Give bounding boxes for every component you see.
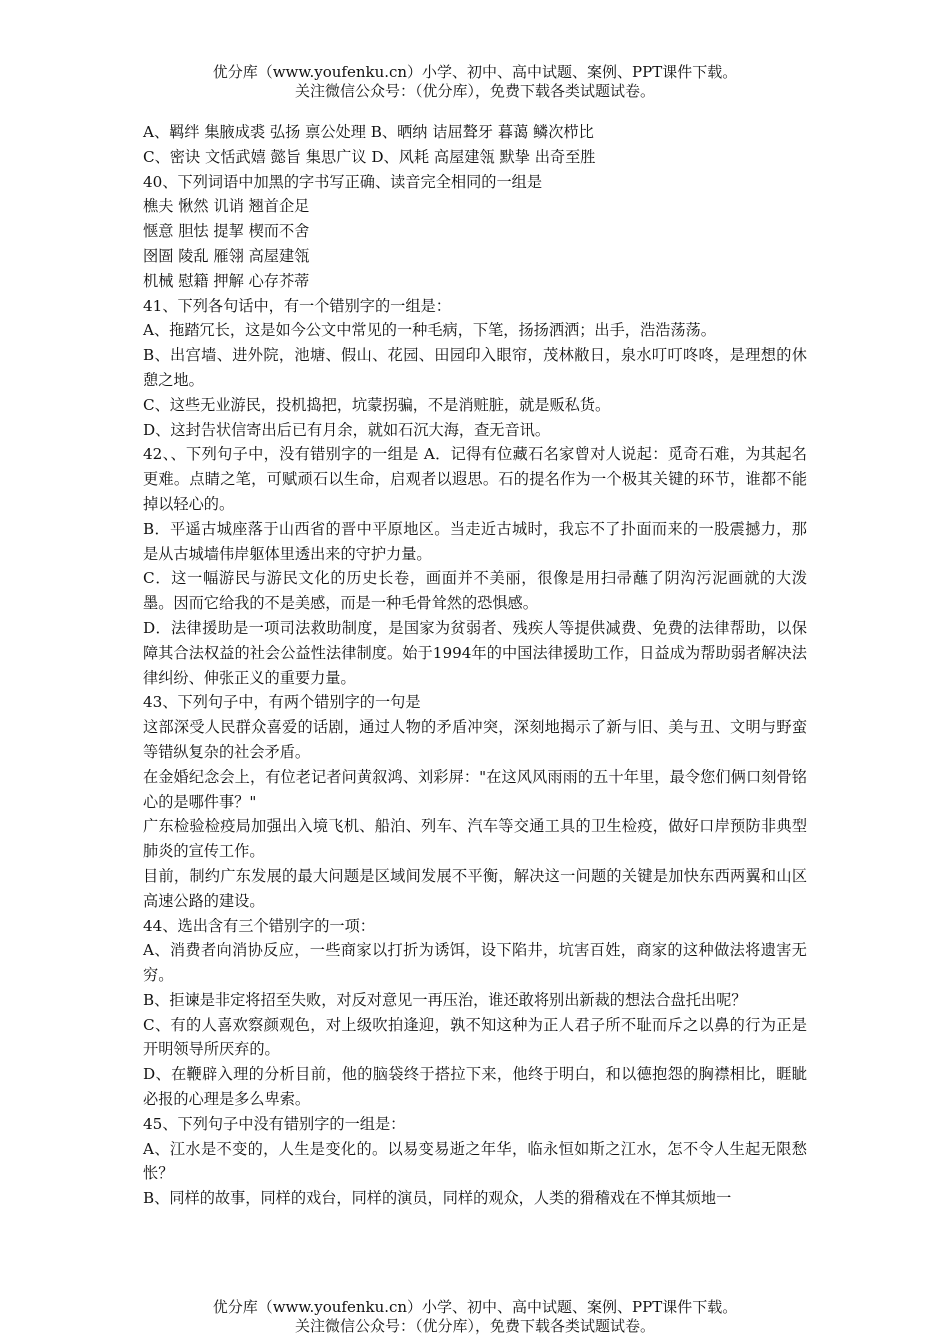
question-41: 41、下列各句话中，有一个错别字的一组是： <box>143 296 451 315</box>
document-body <box>143 120 807 1211</box>
option-line: 目前，制约广东发展的最大问题是区域间发展不平衡，解决这一问题的关键是加快东西两翼和山区高速公路的建设。 <box>143 866 807 910</box>
question-44: 44、选出含有三个错别字的一项： <box>143 916 375 935</box>
option-d: D、在鞭辟入理的分析目前，他的脑袋终于搭拉下来，他终于明白，和以德抱怨的胸襟相比，睚眦必报的心理是多么卑索。 <box>143 1065 807 1109</box>
option-b: B、出宫墙、进外院，池塘、假山、花园、田园印入眼帘，茂林敝日，泉水叮叮咚咚，是理想的休憩之地。 <box>143 346 807 389</box>
header-line-2: 关注微信公众号：（优分库），免费下载各类试题试卷。 <box>294 82 655 100</box>
option-line: A、羁绊 集腋成裘 弘扬 禀公处理 B、晒纳 诘屈聱牙 暮蔼 鳞次栉比 <box>143 123 594 141</box>
question-42: 42、、下列句子中，没有错别字的一组是 A．记得有位藏石名家曾对人说起：觅奇石难，为其起名更难。点睛之笔，可赋顽石以生命，启观者以遐思。石的提名作为一个极其关键的环节，谁都不能掉以轻心的。 <box>143 445 807 513</box>
question-40: 40、下列词语中加黑的字书写正确、读音完全相同的一组是 <box>143 172 543 191</box>
option-b: B、同样的故事，同样的戏台，同样的演员，同样的观众，人类的猾稽戏在不惮其烦地一 <box>143 1189 732 1208</box>
question-45: 45、下列句子中没有错别字的一组是： <box>143 1114 406 1133</box>
option-line: C、密诀 文恬武嬉 懿旨 集思广议 D、风耗 高屋建瓴 默挚 出奇至胜 <box>143 147 596 166</box>
option-c: C．这一幅游民与游民文化的历史长卷，画面并不美丽，很像是用扫帚蘸了阴沟污泥画就的大泼墨。因而它给我的不是美感，而是一种毛骨耸然的恐惧感。 <box>143 569 807 613</box>
option-c: C、有的人喜欢察颜观色，对上级吹拍逢迎，孰不知这种为正人君子所不耻而斥之以鼻的行为正是开明领导所厌弃的。 <box>143 1015 807 1059</box>
option-line: 囹圄 陵乱 雁翎 高屋建瓴 <box>143 246 310 265</box>
option-line: 惬意 胆怯 提挈 楔而不舍 <box>143 222 310 241</box>
option-a: A、拖踏冗长，这是如今公文中常见的一种毛病，下笔，扬扬洒洒；出手，浩浩荡荡。 <box>143 321 716 340</box>
option-b: B、拒谏是非定将招至失败，对反对意见一再压治，谁还敢将别出新裁的想法合盘托出呢？ <box>143 990 747 1009</box>
option-line: 这部深受人民群众喜爱的话剧，通过人物的矛盾冲突，深刻地揭示了新与旧、美与丑、文明与野蛮等错纵复杂的社会矛盾。 <box>143 718 807 761</box>
option-line: 樵夫 愀然 讥诮 翘首企足 <box>143 197 310 216</box>
option-a: A、消费者向消协反应，一些商家以打折为诱饵，设下陷井，坑害百姓，商家的这种做法将遗害无穷。 <box>143 941 807 985</box>
option-b: B．平遥古城座落于山西省的晋中平原地区。当走近古城时，我忘不了扑面而来的一股震撼力，那是从古城墙伟岸躯体里透出来的守护力量。 <box>143 519 807 563</box>
question-43: 43、下列句子中，有两个错别字的一句是 <box>143 693 421 712</box>
footer-line-2: 关注微信公众号：（优分库），免费下载各类试题试卷。 <box>294 1317 655 1335</box>
option-d: D．法律援助是一项司法救助制度，是国家为贫弱者、残疾人等提供减费、免费的法律帮助，以保障其合法权益的社会公益性法律制度。始于1994年的中国法律援助工作，日益成为帮助弱者解决法律纠纷、伸张正义的重要力量。 <box>143 618 807 687</box>
footer-line-1: 优分库（www.youfenku.cn）小学、初中、高中试题、案例、PPT课件下载。 <box>212 1298 738 1316</box>
option-a: A、江水是不变的，人生是变化的。以易变易逝之年华，临永恒如斯之江水，怎不令人生起无限愁怅？ <box>143 1139 807 1183</box>
page-header <box>0 63 950 101</box>
page-footer <box>0 1298 950 1336</box>
option-line: 广东检验检疫局加强出入境飞机、船泊、列车、汽车等交通工具的卫生检疫，做好口岸预防非典型肺炎的宣传工作。 <box>143 817 807 861</box>
option-d: D、这封告状信寄出后已有月余，就如石沉大海，查无音讯。 <box>143 420 551 439</box>
option-c: C、这些无业游民，投机捣把，坑蒙拐骗，不是消赃脏，就是贩私货。 <box>143 395 611 414</box>
option-line: 机械 慰籍 押解 心存芥蒂 <box>143 271 310 290</box>
header-line-1: 优分库（www.youfenku.cn）小学、初中、高中试题、案例、PPT课件下载。 <box>212 63 738 81</box>
option-line: 在金婚纪念会上，有位老记者问黄叙鸿、刘彩屏："在这风风雨雨的五十年里，最令您们俩口刻骨铭心的是哪件事？" <box>143 767 807 811</box>
